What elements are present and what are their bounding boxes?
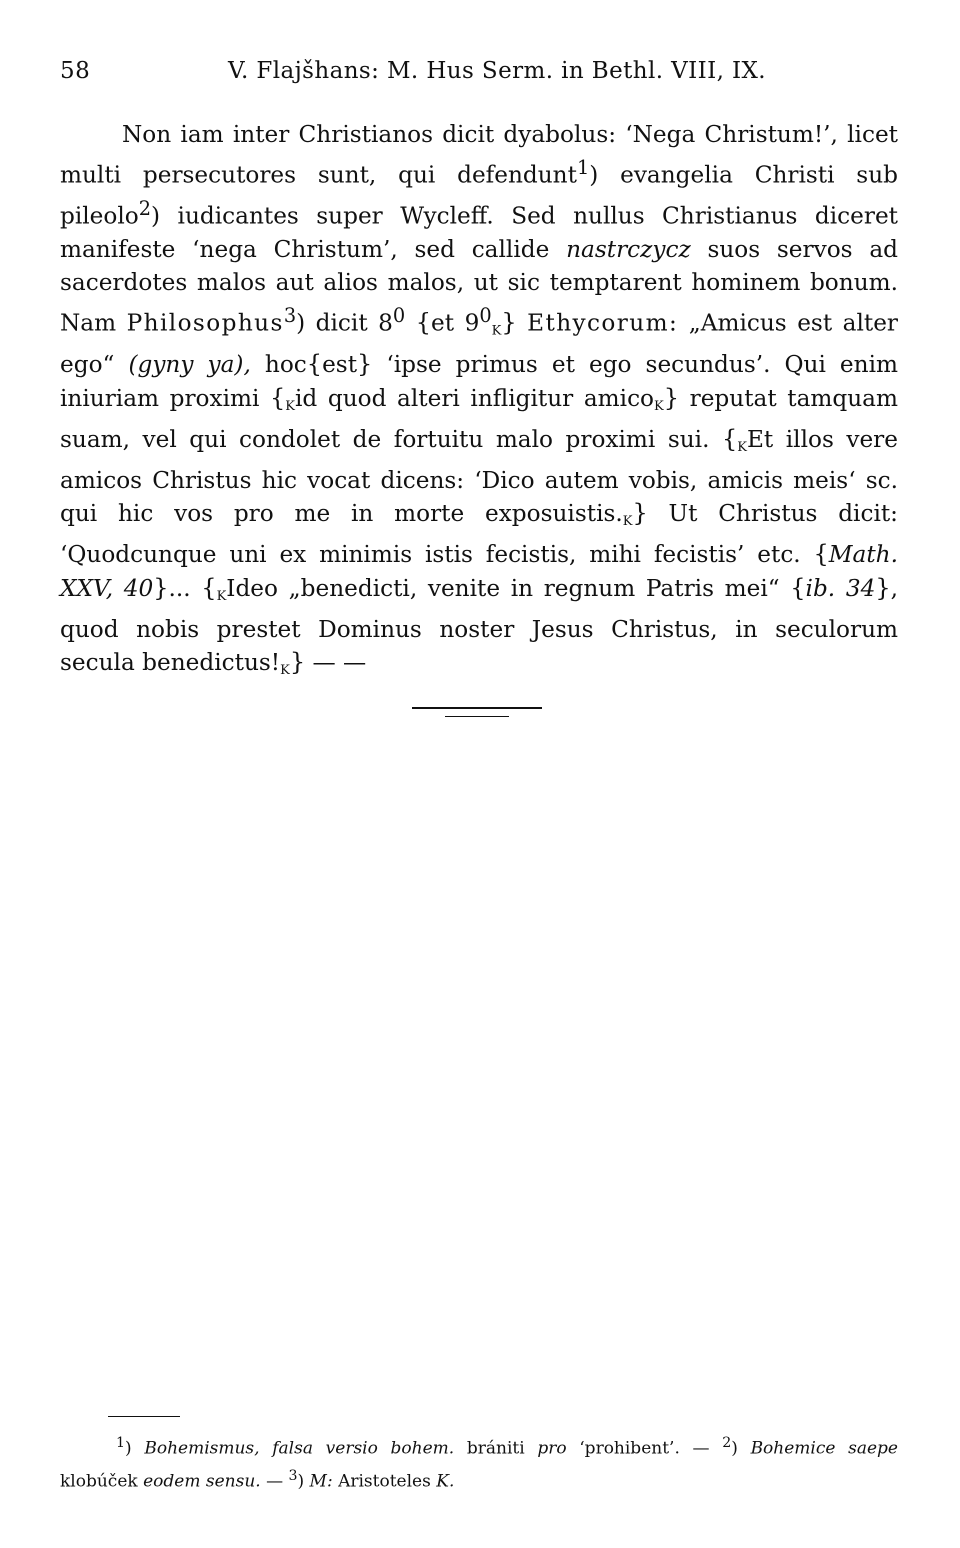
brace-open: { [201, 573, 217, 602]
brace-close: } [357, 350, 373, 379]
footnote-text: — [260, 1471, 289, 1492]
k-marker: K [622, 514, 633, 530]
czech-gloss: (gyny ya), [128, 351, 251, 379]
footnote-text: ‘prohibent’. — [566, 1438, 723, 1459]
k-marker: K [216, 588, 227, 604]
brace-close: } [153, 573, 169, 602]
footnote-italic: pro [537, 1438, 567, 1459]
text-run: 9 [464, 310, 480, 338]
footnote-line: $^1$) Bohemismus, falsa versio bohem. brániti pro ‘prohibent’. — $^2$) Bohemice saepe klobúček eodem sensu. — $^3$) M: Aristoteles K. [60, 1435, 898, 1492]
text-run: Et illos vere amicos Christus hic vocat dicens: ‘Dico autem vobis, amicis meis‘ sc. qui hic vos pro me in morte exposuistis. [60, 425, 898, 528]
brace-close: } [875, 573, 891, 602]
footnote-italic: Bohemice saepe [750, 1438, 898, 1459]
brace-open: { [813, 540, 829, 569]
k-marker: K [285, 398, 295, 414]
footnote-number: 3 [288, 1467, 298, 1484]
scripture-ref: ib. 34 [805, 574, 876, 602]
brace-close: } [663, 383, 680, 412]
brace-open: { [790, 573, 806, 602]
text-run: et [431, 310, 455, 338]
page-number: 58 [60, 58, 91, 84]
text-run: suos servos ad sacerdotes malos aut alios malos, ut sic temptarent hominem bonum. Nam [60, 236, 898, 338]
brace-open: { [721, 424, 738, 453]
brace-open: { [270, 383, 286, 412]
text-run: reputat tamquam suam, vel qui condolet de fortuitu malo proximi sui. [60, 384, 898, 453]
brace-close: } [289, 648, 306, 677]
footnote-text: brániti [454, 1438, 538, 1459]
footnote-text: Aristoteles [332, 1471, 437, 1492]
footnote-rule [108, 1416, 180, 1417]
footnote-number: 2 [722, 1435, 732, 1451]
brace-open: { [415, 309, 432, 338]
text-run: , quod nobis prestet Dominus noster Jesus Christus, in seculorum secula benedictus! [60, 574, 898, 677]
czech-word: nastrczycz [566, 236, 691, 264]
k-marker: K [654, 398, 664, 414]
brace-close: } [632, 499, 648, 528]
section-separator [412, 707, 542, 709]
footnote-number: 1 [116, 1435, 126, 1451]
footnote-italic: Bohemismus, falsa versio bohem. [144, 1438, 455, 1459]
degree-mark: 0 [479, 304, 492, 328]
k-marker: K [491, 324, 502, 340]
k-marker: K [737, 439, 747, 455]
text-run: hoc [250, 351, 307, 379]
spaced-word: Philosophus [126, 310, 284, 338]
footnote-italic: K. [436, 1471, 455, 1492]
text-run: ‘ipse primus et ego secundus’. Qui enim iniuriam proximi [60, 351, 898, 412]
degree-mark: 0 [392, 304, 406, 328]
footnote-italic: eodem sensu. [143, 1471, 261, 1492]
running-head: V. Flajšhans: M. Hus Serm. in Bethl. VIII, IX. [228, 58, 767, 84]
footnote-ref: 3 [283, 304, 297, 328]
text-run: ) dicit 8 [296, 310, 393, 338]
text-run: est [322, 351, 358, 379]
text-run: „Amicus est alter ego“ [60, 310, 899, 379]
text-run: ) evangelia Christi sub pileolo [60, 161, 898, 230]
brace-open: { [306, 350, 323, 379]
section-separator-short [445, 716, 509, 717]
brace-close: } [501, 309, 517, 338]
footnote-italic: M: [309, 1471, 333, 1492]
footnotes [60, 1430, 898, 1495]
k-marker: K [280, 663, 290, 679]
scripture-ref: Math. XXV, 40 [60, 541, 898, 602]
footnote-text: klobúček [60, 1471, 144, 1492]
text-run: Ut Christus dicit: ‘Quodcunque uni ex minimis istis fecistis, mihi fecistis’ etc. [60, 500, 898, 569]
footnote-ref: 1 [576, 156, 590, 180]
text-run: ... [168, 574, 202, 602]
text-run: — — [305, 649, 367, 677]
text-run: ) iudicantes super Wycleff. Sed nullus Christianus diceret manifeste ‘nega Christum’, sed callide [60, 202, 898, 264]
text-run: Ideo „benedicti, venite in regnum Patris mei“ [226, 574, 791, 602]
body-paragraph [60, 118, 898, 687]
footnote-ref: 2 [138, 197, 152, 221]
text-run: Non iam inter Christianos dicit dyabolus: ‘Nega Christum!’, licet multi persecutores sunt, qui defendunt [60, 121, 898, 189]
text-run: id quod alteri infligitur amico [295, 384, 655, 412]
spaced-word: Ethycorum: [527, 310, 679, 338]
main-text [60, 118, 898, 687]
